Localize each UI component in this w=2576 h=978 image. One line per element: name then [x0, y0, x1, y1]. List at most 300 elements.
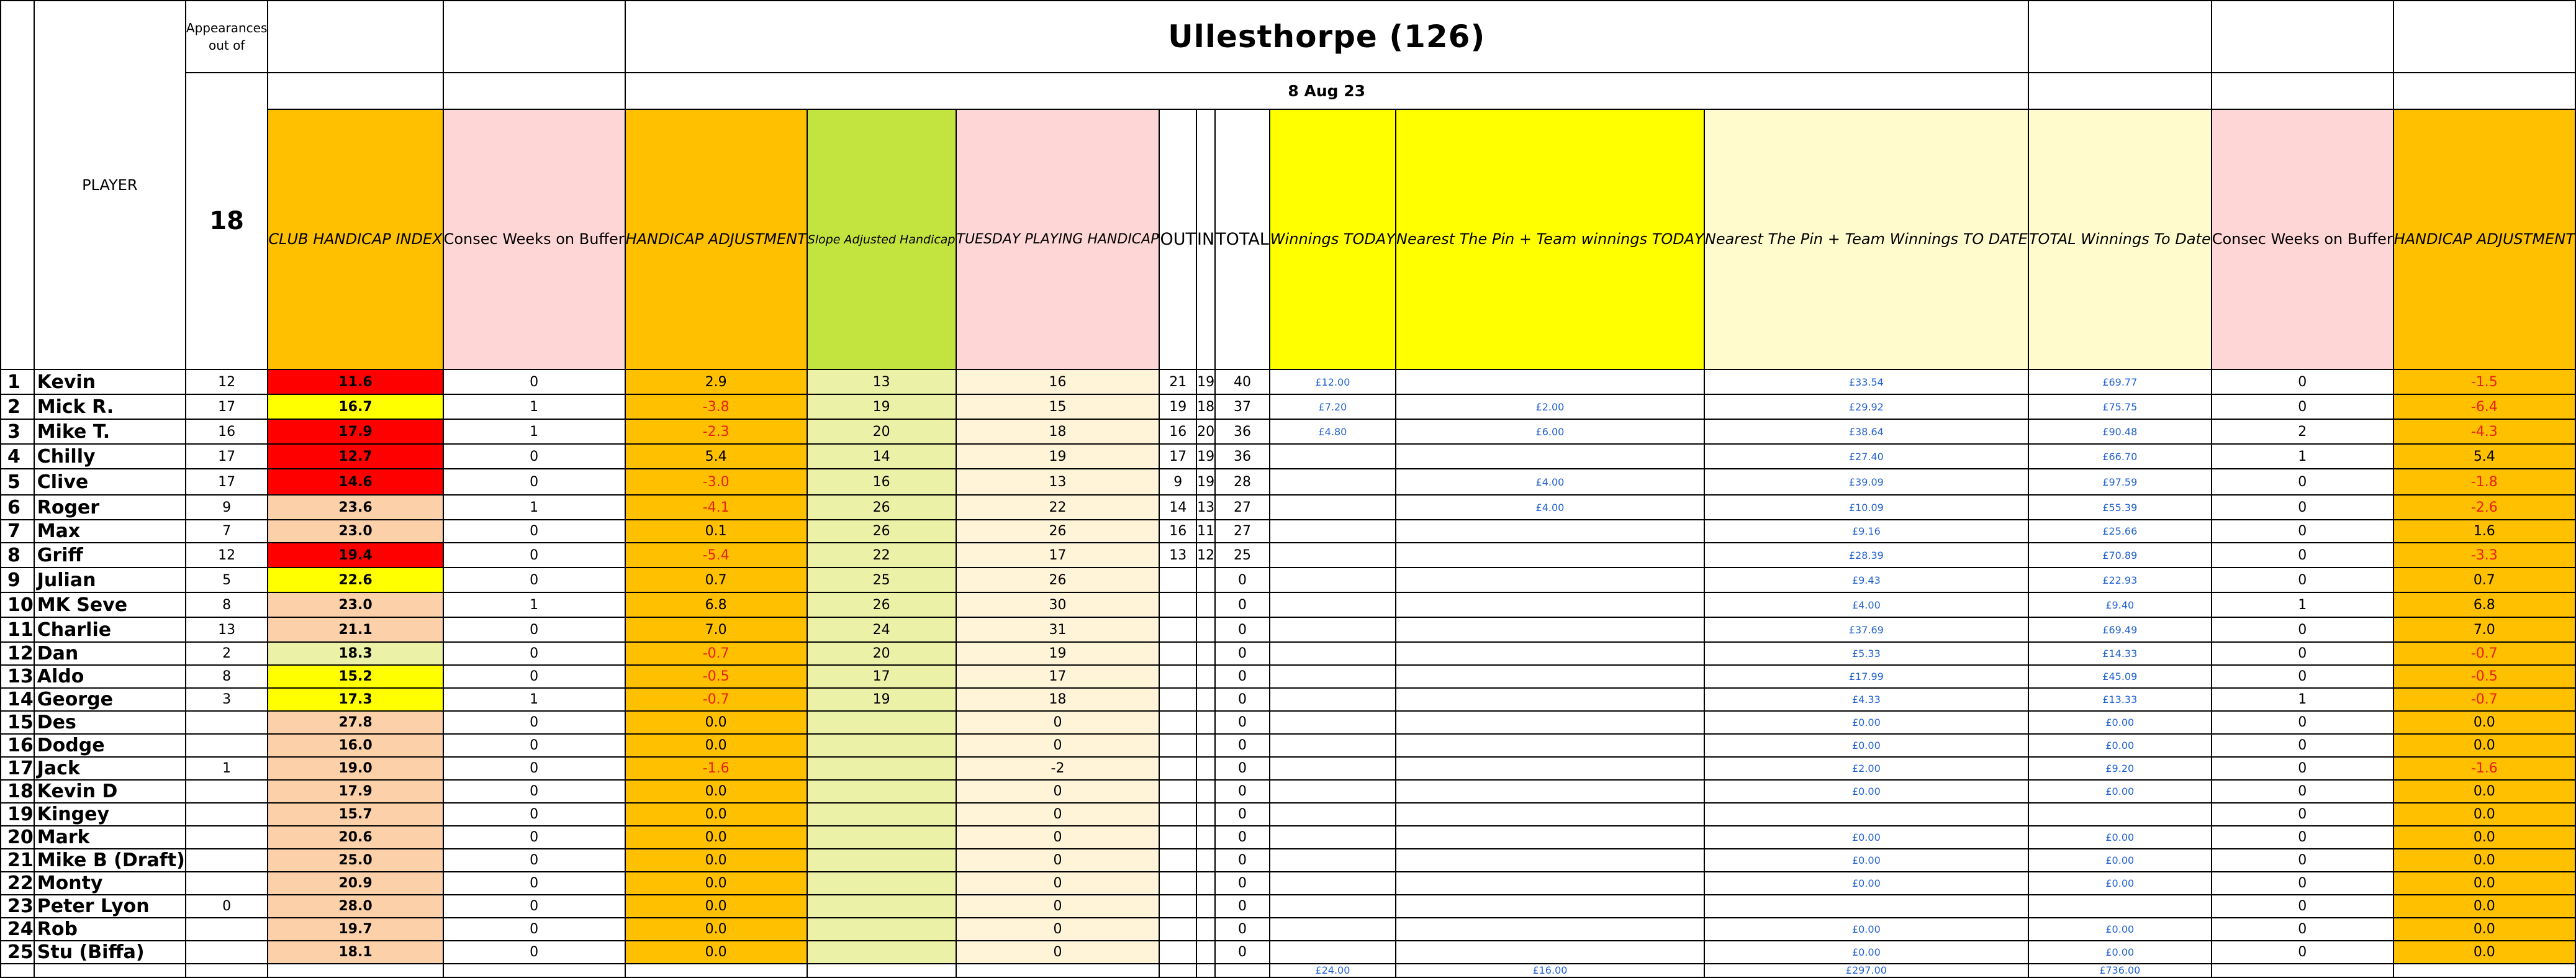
row-number: 6: [1, 495, 34, 520]
playing-handicap-cell: 0: [956, 941, 1160, 964]
totals-blank: [34, 964, 186, 977]
row-number: 9: [1, 568, 34, 592]
in-score-cell: [1196, 711, 1215, 734]
row-number-header: [1, 1, 34, 369]
total-score-cell: 0: [1215, 826, 1270, 849]
handicap-adjustment-cell-2: 0.0: [2393, 826, 2575, 849]
handicap-adjustment-cell: 0.0: [625, 941, 807, 964]
handicap-adjustment-cell: 0.0: [625, 849, 807, 872]
total-to-date-cell: [2028, 803, 2212, 826]
winnings-today-cell: [1270, 543, 1396, 568]
total-ntp: £16.00: [1396, 964, 1704, 977]
player-name: Griff: [34, 543, 186, 568]
ntp-to-date-cell: £28.39: [1704, 543, 2028, 568]
total-to-date-cell: £0.00: [2028, 849, 2212, 872]
buffer-weeks-cell-2: 0: [2212, 826, 2393, 849]
table-row: [1, 734, 2575, 757]
total-to-date-cell: £14.33: [2028, 642, 2212, 665]
out-score-cell: [1159, 872, 1196, 895]
total-to-date-cell: £0.00: [2028, 918, 2212, 941]
handicap-adjustment-cell: -3.0: [625, 469, 807, 495]
player-name: Peter Lyon: [34, 895, 186, 918]
ntp-to-date-cell: £29.92: [1704, 394, 2028, 419]
out-score-cell: 9: [1159, 469, 1196, 495]
buffer-weeks-cell: 0: [443, 780, 625, 803]
table-row: [1, 419, 2575, 444]
total-header: TOTAL: [1215, 109, 1270, 369]
ntp-today-cell: £2.00: [1396, 394, 1704, 419]
header-blank: [443, 73, 625, 109]
handicap-index-cell: 25.0: [268, 849, 443, 872]
total-score-cell: 0: [1215, 780, 1270, 803]
total-score-cell: 0: [1215, 642, 1270, 665]
handicap-adjustment-cell-2: -0.7: [2393, 642, 2575, 665]
slope-handicap-cell: 24: [807, 617, 956, 642]
handicap-adjustment-cell-2: -6.4: [2393, 394, 2575, 419]
ntp-today-cell: [1396, 780, 1704, 803]
handicap-adjustment-cell-2: -0.5: [2393, 665, 2575, 688]
winnings-today-cell: [1270, 568, 1396, 592]
header-blank: [443, 1, 625, 73]
row-number: 11: [1, 617, 34, 642]
row-number: 20: [1, 826, 34, 849]
total-score-cell: 0: [1215, 617, 1270, 642]
out-score-cell: [1159, 688, 1196, 711]
winnings-today-cell: [1270, 444, 1396, 469]
ntp-today-cell: [1396, 826, 1704, 849]
total-to-date-cell: £0.00: [2028, 780, 2212, 803]
winnings-today-cell: [1270, 780, 1396, 803]
handicap-adjustment-cell-2: -1.5: [2393, 369, 2575, 394]
header-blank: [2393, 73, 2575, 109]
total-score-cell: 28: [1215, 469, 1270, 495]
playing-handicap-cell: 19: [956, 444, 1160, 469]
slope-handicap-cell: 19: [807, 394, 956, 419]
winnings-today-cell: [1270, 469, 1396, 495]
playing-handicap-cell: 22: [956, 495, 1160, 520]
handicap-index-cell: 20.9: [268, 872, 443, 895]
appearances-cell: 7: [186, 520, 268, 543]
row-number: 13: [1, 665, 34, 688]
total-win: £24.00: [1270, 964, 1396, 977]
winnings-today-cell: [1270, 895, 1396, 918]
totals-blank: [2393, 964, 2575, 977]
player-name: Mark: [34, 826, 186, 849]
ntp-to-date-cell: £10.09: [1704, 495, 2028, 520]
playing-handicap-cell: 31: [956, 617, 1160, 642]
winnings-today-cell: [1270, 803, 1396, 826]
total-score-cell: 25: [1215, 543, 1270, 568]
row-number: 21: [1, 849, 34, 872]
buffer-weeks-cell: 1: [443, 495, 625, 520]
slope-handicap-cell: [807, 734, 956, 757]
handicap-adjustment-cell: 0.0: [625, 734, 807, 757]
ntp-to-date-cell: [1704, 895, 2028, 918]
handicap-adjustment-cell-2: 7.0: [2393, 617, 2575, 642]
player-name: Max: [34, 520, 186, 543]
handicap-adjustment-cell: -1.6: [625, 757, 807, 780]
in-score-cell: [1196, 918, 1215, 941]
ntp-to-date-cell: £0.00: [1704, 941, 2028, 964]
ntp-to-date-cell: £37.69: [1704, 617, 2028, 642]
total-score-cell: 36: [1215, 419, 1270, 444]
total-to-date-cell: £13.33: [2028, 688, 2212, 711]
total-to-date-cell: £69.49: [2028, 617, 2212, 642]
totals-blank: [2212, 964, 2393, 977]
handicap-adjustment-cell: 0.0: [625, 826, 807, 849]
buffer-weeks-cell-2: 0: [2212, 941, 2393, 964]
handicap-adjustment-cell: 7.0: [625, 617, 807, 642]
out-score-cell: 21: [1159, 369, 1196, 394]
playing-handicap-cell: 0: [956, 826, 1160, 849]
buffer-weeks-cell-2: 0: [2212, 803, 2393, 826]
ntp-to-date-cell: £5.33: [1704, 642, 2028, 665]
total-score-cell: 40: [1215, 369, 1270, 394]
ntp-team-today-header: Nearest The Pin + Team winnings TODAY: [1396, 109, 1704, 369]
buffer-weeks-cell: 0: [443, 444, 625, 469]
match-date: 8 Aug 23: [625, 73, 2028, 109]
total-to-date-cell: £66.70: [2028, 444, 2212, 469]
appearances-cell: [186, 849, 268, 872]
header-blank: [2028, 1, 2212, 73]
buffer-weeks-cell: 0: [443, 803, 625, 826]
header-blank: [268, 1, 443, 73]
out-score-cell: [1159, 617, 1196, 642]
total-score-cell: 27: [1215, 495, 1270, 520]
player-name: Mike T.: [34, 419, 186, 444]
playing-handicap-cell: 18: [956, 419, 1160, 444]
slope-handicap-cell: [807, 803, 956, 826]
handicap-index-cell: 12.7: [268, 444, 443, 469]
totals-blank: [625, 964, 807, 977]
in-score-cell: 13: [1196, 495, 1215, 520]
row-number: 24: [1, 918, 34, 941]
row-number: 16: [1, 734, 34, 757]
buffer-weeks-cell-2: 0: [2212, 665, 2393, 688]
handicap-adjustment-cell-2: -2.6: [2393, 495, 2575, 520]
handicap-index-cell: 19.7: [268, 918, 443, 941]
appearances-cell: 17: [186, 394, 268, 419]
buffer-weeks-cell: 1: [443, 592, 625, 617]
slope-handicap-cell: 20: [807, 642, 956, 665]
ntp-to-date-cell: £9.16: [1704, 520, 2028, 543]
total-to-date-cell: £22.93: [2028, 568, 2212, 592]
total-to-date-cell: £55.39: [2028, 495, 2212, 520]
winnings-today-cell: [1270, 665, 1396, 688]
appearances-cell: 8: [186, 592, 268, 617]
slope-handicap-cell: 22: [807, 543, 956, 568]
handicap-adjustment-cell-2: -1.6: [2393, 757, 2575, 780]
buffer-weeks-cell-2: 2: [2212, 419, 2393, 444]
handicap-adjustment-cell-2: 0.0: [2393, 711, 2575, 734]
ntp-today-cell: [1396, 592, 1704, 617]
in-score-cell: [1196, 665, 1215, 688]
buffer-weeks-cell-2: 1: [2212, 592, 2393, 617]
player-name: Kevin: [34, 369, 186, 394]
playing-handicap-cell: 0: [956, 711, 1160, 734]
ntp-today-cell: [1396, 803, 1704, 826]
winnings-today-cell: £7.20: [1270, 394, 1396, 419]
handicap-index-cell: 16.0: [268, 734, 443, 757]
player-name: Kingey: [34, 803, 186, 826]
playing-handicap-cell: 0: [956, 895, 1160, 918]
handicap-adjustment-header-2: HANDICAP ADJUSTMENT: [2393, 109, 2575, 369]
winnings-today-cell: [1270, 642, 1396, 665]
appearances-cell: [186, 780, 268, 803]
in-score-cell: [1196, 849, 1215, 872]
handicap-index-cell: 23.0: [268, 520, 443, 543]
ntp-today-cell: [1396, 872, 1704, 895]
buffer-weeks-cell: 0: [443, 543, 625, 568]
winnings-today-cell: [1270, 757, 1396, 780]
total-score-cell: 0: [1215, 688, 1270, 711]
buffer-weeks-cell-2: 0: [2212, 780, 2393, 803]
row-number: 22: [1, 872, 34, 895]
handicap-adjustment-cell: 0.0: [625, 780, 807, 803]
row-number: 23: [1, 895, 34, 918]
handicap-adjustment-cell-2: 0.0: [2393, 734, 2575, 757]
consec-weeks-buffer-header: Consec Weeks on Buffer: [443, 109, 625, 369]
player-name: Des: [34, 711, 186, 734]
slope-handicap-cell: 26: [807, 495, 956, 520]
buffer-weeks-cell-2: 0: [2212, 394, 2393, 419]
handicap-adjustment-cell: -0.7: [625, 642, 807, 665]
slope-adjusted-handicap-header: Slope Adjusted Handicap: [807, 109, 956, 369]
table-row: [1, 495, 2575, 520]
handicap-index-cell: 17.9: [268, 419, 443, 444]
table-row: [1, 520, 2575, 543]
total-to-date-cell: £97.59: [2028, 469, 2212, 495]
playing-handicap-cell: 0: [956, 803, 1160, 826]
ntp-to-date-cell: £27.40: [1704, 444, 2028, 469]
row-number: 3: [1, 419, 34, 444]
ntp-today-cell: [1396, 665, 1704, 688]
table-row: [1, 543, 2575, 568]
handicap-adjustment-cell: 0.1: [625, 520, 807, 543]
total-score-cell: 0: [1215, 849, 1270, 872]
appearances-cell: 12: [186, 369, 268, 394]
handicap-index-cell: 18.1: [268, 941, 443, 964]
handicap-adjustment-header: HANDICAP ADJUSTMENT: [625, 109, 807, 369]
total-to-date-cell: £0.00: [2028, 734, 2212, 757]
table-row: [1, 941, 2575, 964]
handicap-index-cell: 19.4: [268, 543, 443, 568]
player-name: Aldo: [34, 665, 186, 688]
handicap-index-cell: 15.7: [268, 803, 443, 826]
total-score-cell: 27: [1215, 520, 1270, 543]
out-score-cell: [1159, 568, 1196, 592]
out-header: OUT: [1159, 109, 1196, 369]
table-row: [1, 918, 2575, 941]
total-winnings-to-date-header: TOTAL Winnings To Date: [2028, 109, 2212, 369]
winnings-today-cell: [1270, 711, 1396, 734]
handicap-adjustment-cell: -3.8: [625, 394, 807, 419]
player-name: Chilly: [34, 444, 186, 469]
total-score-cell: 36: [1215, 444, 1270, 469]
total-score-cell: 37: [1215, 394, 1270, 419]
table-row: [1, 394, 2575, 419]
row-number: 19: [1, 803, 34, 826]
slope-handicap-cell: 26: [807, 520, 956, 543]
total-score-cell: 0: [1215, 803, 1270, 826]
winnings-today-cell: [1270, 734, 1396, 757]
winnings-today-cell: [1270, 617, 1396, 642]
ntp-today-cell: £4.00: [1396, 495, 1704, 520]
total-score-cell: 0: [1215, 734, 1270, 757]
appearances-cell: 9: [186, 495, 268, 520]
in-score-cell: [1196, 568, 1215, 592]
buffer-weeks-cell-2: 0: [2212, 711, 2393, 734]
table-row: [1, 757, 2575, 780]
buffer-weeks-cell: 0: [443, 872, 625, 895]
playing-handicap-cell: 18: [956, 688, 1160, 711]
in-score-cell: [1196, 688, 1215, 711]
appearances-cell: 5: [186, 568, 268, 592]
handicap-adjustment-cell-2: 6.8: [2393, 592, 2575, 617]
appearances-cell: [186, 803, 268, 826]
appearances-cell: 0: [186, 895, 268, 918]
player-name: Monty: [34, 872, 186, 895]
slope-handicap-cell: [807, 780, 956, 803]
slope-handicap-cell: 13: [807, 369, 956, 394]
header-blank: [2028, 73, 2212, 109]
player-name: Jack: [34, 757, 186, 780]
handicap-index-cell: 21.1: [268, 617, 443, 642]
buffer-weeks-cell: 0: [443, 369, 625, 394]
total-to-date-cell: £0.00: [2028, 872, 2212, 895]
ntp-today-cell: [1396, 941, 1704, 964]
handicap-index-cell: 18.3: [268, 642, 443, 665]
handicap-index-cell: 23.0: [268, 592, 443, 617]
total-score-cell: 0: [1215, 568, 1270, 592]
winnings-today-cell: [1270, 495, 1396, 520]
handicap-adjustment-cell-2: 0.0: [2393, 803, 2575, 826]
playing-handicap-cell: 0: [956, 849, 1160, 872]
out-score-cell: 13: [1159, 543, 1196, 568]
in-score-cell: [1196, 642, 1215, 665]
in-score-cell: [1196, 617, 1215, 642]
appearances-cell: [186, 711, 268, 734]
ntp-today-cell: [1396, 711, 1704, 734]
ntp-today-cell: [1396, 918, 1704, 941]
total-score-cell: 0: [1215, 592, 1270, 617]
handicap-adjustment-cell-2: -4.3: [2393, 419, 2575, 444]
handicap-index-cell: 17.9: [268, 780, 443, 803]
winnings-today-cell: [1270, 849, 1396, 872]
ntp-today-cell: [1396, 688, 1704, 711]
total-to-date-cell: £75.75: [2028, 394, 2212, 419]
handicap-adjustment-cell-2: -3.3: [2393, 543, 2575, 568]
slope-handicap-cell: 20: [807, 419, 956, 444]
buffer-weeks-cell: 0: [443, 520, 625, 543]
ntp-today-cell: [1396, 568, 1704, 592]
buffer-weeks-cell-2: 0: [2212, 849, 2393, 872]
buffer-weeks-cell-2: 0: [2212, 369, 2393, 394]
table-row: [1, 665, 2575, 688]
row-number: 25: [1, 941, 34, 964]
buffer-weeks-cell: 0: [443, 568, 625, 592]
out-score-cell: [1159, 757, 1196, 780]
in-score-cell: 19: [1196, 369, 1215, 394]
row-number: 15: [1, 711, 34, 734]
in-score-cell: [1196, 941, 1215, 964]
out-score-cell: [1159, 642, 1196, 665]
buffer-weeks-cell: 0: [443, 918, 625, 941]
club-handicap-index-header: CLUB HANDICAP INDEX: [268, 109, 443, 369]
out-score-cell: [1159, 941, 1196, 964]
winnings-today-header: Winnings TODAY: [1270, 109, 1396, 369]
winnings-today-cell: [1270, 826, 1396, 849]
ntp-today-cell: [1396, 444, 1704, 469]
in-header: IN: [1196, 109, 1215, 369]
player-header: PLAYER: [34, 1, 186, 369]
total-to-date-cell: £9.20: [2028, 757, 2212, 780]
table-row: [1, 803, 2575, 826]
winnings-today-cell: [1270, 688, 1396, 711]
handicap-index-cell: 28.0: [268, 895, 443, 918]
total-to-date-cell: £70.89: [2028, 543, 2212, 568]
totals-blank: [1196, 964, 1215, 977]
buffer-weeks-cell: 1: [443, 688, 625, 711]
row-number: 14: [1, 688, 34, 711]
page-title: Ullesthorpe (126): [625, 1, 2028, 73]
slope-handicap-cell: 26: [807, 592, 956, 617]
row-number: 1: [1, 369, 34, 394]
total-score-cell: 0: [1215, 665, 1270, 688]
ntp-today-cell: £6.00: [1396, 419, 1704, 444]
handicap-index-cell: 15.2: [268, 665, 443, 688]
slope-handicap-cell: 25: [807, 568, 956, 592]
handicap-adjustment-cell-2: 0.7: [2393, 568, 2575, 592]
out-score-cell: [1159, 780, 1196, 803]
total-to-date-cell: £0.00: [2028, 826, 2212, 849]
totals-blank: [443, 964, 625, 977]
slope-handicap-cell: [807, 918, 956, 941]
table-row: [1, 688, 2575, 711]
out-score-cell: [1159, 592, 1196, 617]
header-blank: [268, 73, 443, 109]
slope-handicap-cell: 14: [807, 444, 956, 469]
in-score-cell: [1196, 734, 1215, 757]
total-to-date-cell: £0.00: [2028, 941, 2212, 964]
handicap-adjustment-cell: 2.9: [625, 369, 807, 394]
appearances-cell: 17: [186, 444, 268, 469]
ntp-to-date-cell: £0.00: [1704, 872, 2028, 895]
buffer-weeks-cell-2: 0: [2212, 617, 2393, 642]
handicap-adjustment-cell: -0.5: [625, 665, 807, 688]
row-number: 7: [1, 520, 34, 543]
ntp-to-date-cell: £0.00: [1704, 734, 2028, 757]
appearances-cell: [186, 734, 268, 757]
handicap-adjustment-cell: -2.3: [625, 419, 807, 444]
handicap-adjustment-cell: 0.0: [625, 803, 807, 826]
header-blank: [2212, 73, 2393, 109]
handicap-adjustment-cell-2: 0.0: [2393, 849, 2575, 872]
ntp-today-cell: [1396, 543, 1704, 568]
buffer-weeks-cell: 1: [443, 419, 625, 444]
buffer-weeks-cell-2: 0: [2212, 495, 2393, 520]
ntp-today-cell: [1396, 895, 1704, 918]
tuesday-playing-handicap-header: TUESDAY PLAYING HANDICAP: [956, 109, 1160, 369]
total-to-date-cell: £25.66: [2028, 520, 2212, 543]
appearances-cell: [186, 826, 268, 849]
in-score-cell: 20: [1196, 419, 1215, 444]
handicap-adjustment-cell: -4.1: [625, 495, 807, 520]
totals-blank: [1159, 964, 1196, 977]
ntp-to-date-cell: £4.33: [1704, 688, 2028, 711]
ntp-to-date-cell: £9.43: [1704, 568, 2028, 592]
appearances-cell: 12: [186, 543, 268, 568]
